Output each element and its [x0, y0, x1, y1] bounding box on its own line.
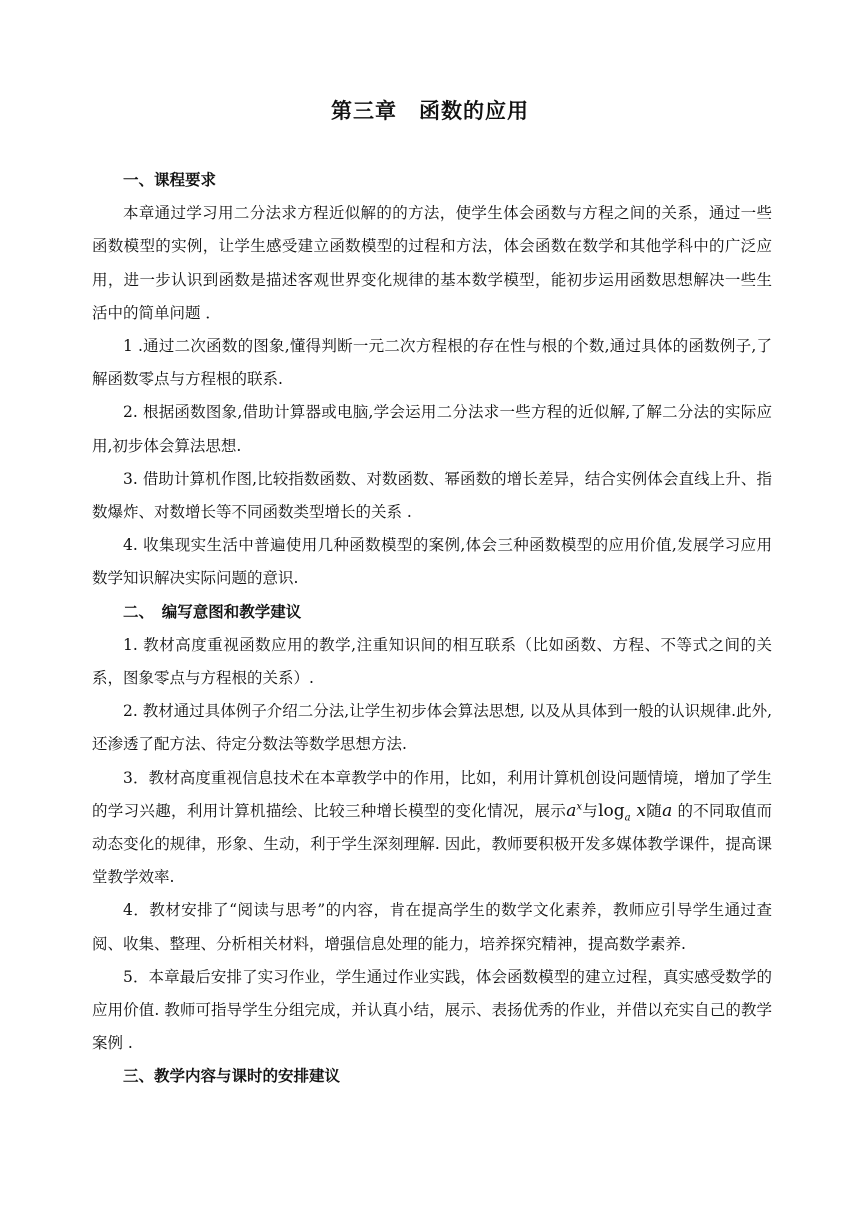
- section2-item-1: 1. 教材高度重视函数应用的教学,注重知识间的相互联系（比如函数、方程、不等式之间的关系，图象零点与方程根的关系）.: [92, 635, 772, 688]
- section1-item-2: 2. 根据函数图象,借助计算器或电脑,学会运用二分法求一些方程的近似解,了解二分法的实际应用,初步体会算法思想.: [92, 403, 772, 455]
- formula-log: log: [598, 800, 625, 821]
- section1-item-1: 1 .通过二次函数的图象,懂得判断一元二次方程根的存在性与根的个数,通过具体的函数例子,了解函数零点与方程根的联系.: [92, 337, 772, 389]
- formula-a-power-x: [566, 801, 582, 821]
- formula-log-argument: x: [636, 800, 646, 821]
- section2-item-3: [92, 762, 772, 895]
- formula-exponent-x: x: [576, 801, 582, 813]
- section2-item-3-text-after: 的不同取值而动态变化的规律，形象、生动，利于学生深刻理解. 因此，教师要积极开发多媒体教学课件，提高课堂教学效率.: [92, 801, 772, 887]
- section-heading-3: 三、教学内容与课时的安排建议: [123, 1067, 341, 1086]
- formula-connector-and: 与: [581, 801, 599, 820]
- section2-item-3-text-before: 3．教材高度重视信息技术在本章教学中的作用，比如，利用计算机创设问题情境，增加了学生的学习兴趣，利用计算机描绘、比较三种增长模型的变化情况，展示: [92, 768, 772, 820]
- document-body: [92, 164, 772, 1094]
- section-heading-2: 二、 编写意图和教学建议: [123, 602, 302, 621]
- formula-log-base: a: [624, 812, 631, 824]
- section2-item-2: 2. 教材通过具体例子介绍二分法,让学生初步体会算法思想, 以及从具体到一般的认识规律.此外, 还渗透了配方法、待定分数法等数学思想方法.: [92, 702, 772, 754]
- chapter-title: [0, 95, 860, 125]
- chapter-name: 函数的应用: [419, 99, 529, 123]
- section-heading-1: 一、课程要求: [123, 171, 217, 189]
- section2-item-4: 4．教材安排了“阅读与思考”的内容，肯在提高学生的数学文化素养，教师应引导学生通过查阅、收集、整理、分析相关材料，增强信息处理的能力，培养探究精神，提高数学素养.: [92, 901, 772, 953]
- formula-connector-sui: 随: [645, 801, 663, 820]
- section1-item-3: 3. 借助计算机作图,比较指数函数、对数函数、幂函数的增长差异，结合实例体会直线上升、指数爆炸、对数增长等不同函数类型增长的关系 .: [92, 469, 772, 522]
- section2-item-5: 5．本章最后安排了实习作业，学生通过作业实践，体会函数模型的建立过程，真实感受数学的应用价值. 教师可指导学生分组完成，并认真小结，展示、表扬优秀的作业，并借以充实自己的教学案例 .: [92, 967, 772, 1053]
- formula-base-a: a: [566, 800, 577, 821]
- section1-intro: 本章通过学习用二分法求方程近似解的的方法，使学生体会函数与方程之间的关系，通过一些函数模型的实例，让学生感受建立函数模型的过程和方法，体会函数在数学和其他学科中的广泛应用，进一步认识到函数是描述客观世界变化规律的基本数学模型，能初步运用函数思想解决一些生活中的简单问题 ．: [92, 204, 772, 322]
- section1-item-4: 4. 收集现实生活中普遍使用几种函数模型的案例,体会三种函数模型的应用价值,发展学习应用数学知识解决实际问题的意识.: [92, 536, 772, 588]
- formula-param-a: a: [662, 800, 673, 821]
- formula-log-a-x: [598, 800, 646, 824]
- chapter-number: 第三章: [331, 99, 397, 123]
